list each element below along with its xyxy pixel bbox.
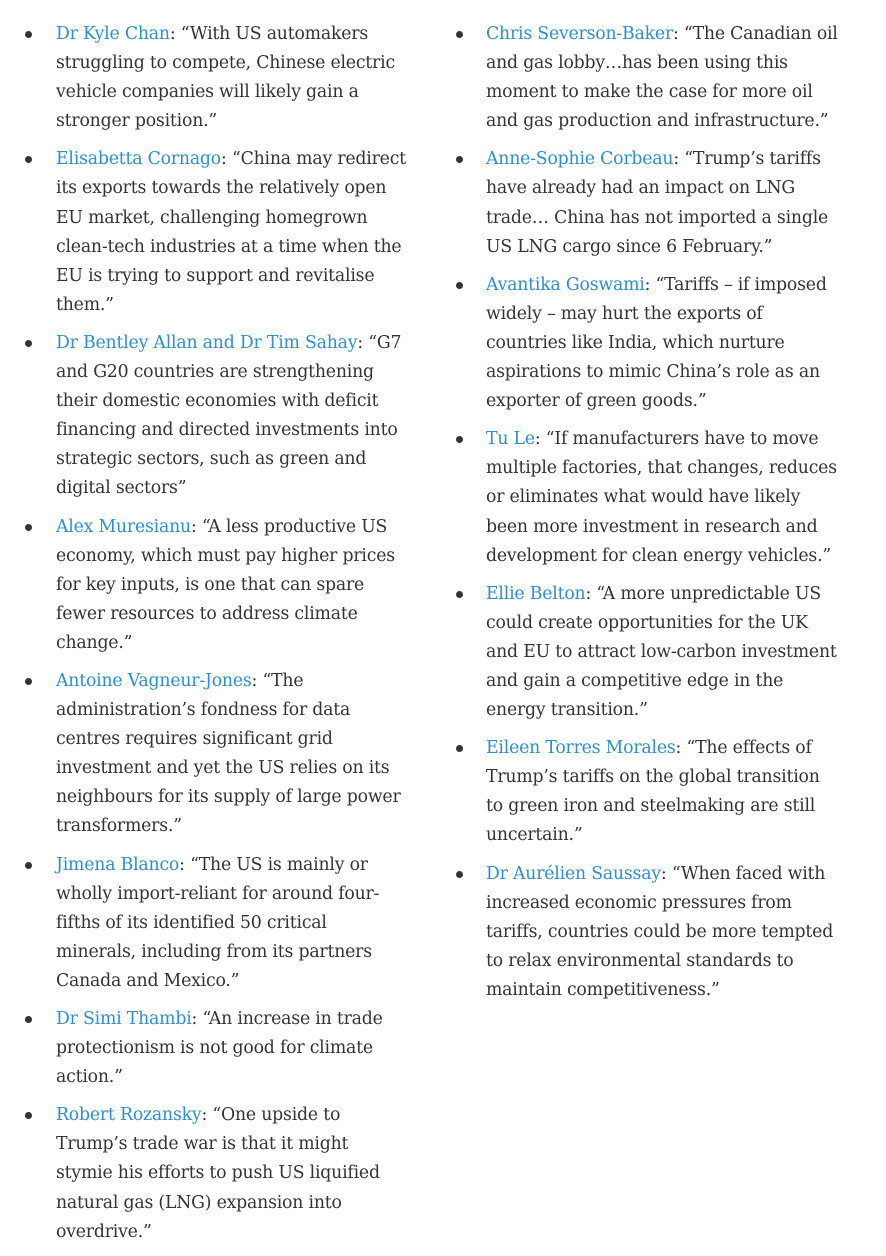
bullet-icon [25,524,32,531]
quote-text: “When faced with increased economic pressures from tariffs, countries could be more tempted to relax environmental standards to maintain competitiveness.” [486,863,834,1000]
separator: : [673,149,685,170]
bullet-icon [25,678,32,685]
expert-name-link[interactable]: Eileen Torres Morales [486,738,676,759]
separator: : [190,516,202,537]
list-item [430,734,840,850]
separator: : [169,24,181,44]
expert-name-link[interactable]: Chris Severson-Baker [486,24,674,44]
quote-text: “If manufacturers have to move multiple factories, that changes, reduces or eliminates what would have likely been more investment in research and development for clean energy vehicles.” [486,429,837,566]
bullet-icon [25,156,32,163]
separator: : [534,429,546,450]
bullet-icon [456,31,463,38]
quote-text: “The effects of Trump’s tariffs on the global transition to green iron and steelmaking are still uncertain.” [486,738,820,846]
quote-text: “The administration’s fondness for data centres requires significant grid investment and yet the US relies on its neighbours for its supply of large power transformers.” [56,670,401,837]
quote-text: “Tariffs – if imposed widely – may hurt the exports of countries like India, which nurture aspirations to mimic China’s role as an exporter of green goods.” [486,274,827,412]
list-item [430,860,840,1005]
separator: : [221,149,232,170]
list-item [0,851,410,996]
bullet-icon [25,1016,32,1023]
quote-text: “Trump’s tariffs have already had an impact on LNG trade… China has not imported a single US LNG cargo since 6 February.” [486,149,829,257]
expert-name-link[interactable]: Dr Aurélien Saussay [486,863,661,884]
bullet-icon [25,31,32,38]
expert-name-link[interactable]: Tu Le [486,429,535,450]
bullet-icon [25,1112,32,1119]
separator: : [179,854,191,875]
expert-name-link[interactable]: Antoine Vagneur-Jones [56,670,252,691]
bullet-icon [25,862,32,869]
separator: : [675,738,687,759]
expert-name-link[interactable]: Ellie Belton [486,583,586,604]
bullet-icon [456,871,463,878]
list-item [430,145,840,261]
right-quote-list [430,20,840,1014]
left-quote-list [0,20,410,1256]
separator: : [585,583,597,604]
bullet-icon [456,591,463,598]
quote-text: “One upside to Trump’s trade war is that it might stymie his efforts to push US liquified natural gas (LNG) expansion into overdrive.” [56,1105,380,1242]
separator: : [357,332,369,353]
expert-name-link[interactable]: Avantika Goswami [486,274,645,295]
list-item [0,1101,410,1246]
list-item [0,667,410,842]
quote-text: “The Canadian oil and gas lobby…has been using this moment to make the case for more oil and gas production and infrastructure.” [486,24,838,132]
quote-text: “An increase in trade protectionism is not good for climate action.” [56,1009,383,1088]
separator: : [644,274,656,295]
list-item [430,425,840,570]
separator: : [191,1009,203,1029]
quote-text: “A less productive US economy, which must pay higher prices for key inputs, is one that can spare fewer resources to address climate change.” [56,516,395,653]
quote-text: “The US is mainly or wholly import-reliant for around four-fifths of its identified 50 critical minerals, including from its partners Canada and Mexico.” [56,854,380,991]
expert-name-link[interactable]: Dr Bentley Allan and Dr Tim Sahay [56,332,358,353]
bullet-icon [25,340,32,347]
expert-name-link[interactable]: Dr Kyle Chan [56,24,170,44]
list-item [430,20,840,136]
quote-text: “G7 and G20 countries are strengthening their domestic economies with deficit financing and directed investments into strategic sectors, such as green and digital sectors” [56,332,402,499]
quote-text: “China may redirect its exports towards the relatively open EU market, challenging homegrown clean-tech industries at a time when the EU is trying to support and revitalise them.” [56,149,406,315]
expert-name-link[interactable]: Alex Muresianu [56,516,191,537]
bullet-icon [456,436,463,443]
quote-text: “A more unpredictable US could create opportunities for the UK and EU to attract low-carbon investment and gain a competitive edge in the energy transition.” [486,583,837,721]
expert-name-link[interactable]: Robert Rozansky [56,1105,202,1126]
list-item [0,145,410,320]
list-item [430,271,840,416]
list-item [430,580,840,725]
separator: : [660,863,672,884]
bullet-icon [456,745,463,752]
bullet-icon [456,156,463,163]
list-item [0,513,410,658]
expert-name-link[interactable]: Dr Simi Thambi [56,1009,192,1029]
list-item [0,1005,410,1092]
separator: : [251,670,263,691]
expert-name-link[interactable]: Jimena Blanco [56,854,180,875]
expert-name-link[interactable]: Anne-Sophie Corbeau [486,149,674,170]
separator: : [201,1105,213,1126]
expert-name-link[interactable]: Elisabetta Cornago [56,149,222,170]
list-item [0,20,410,136]
quote-text: “With US automakers struggling to compete, Chinese electric vehicle companies will likely gain a stronger position.” [56,24,395,132]
bullet-icon [456,282,463,289]
list-item [0,329,410,504]
separator: : [673,24,684,44]
